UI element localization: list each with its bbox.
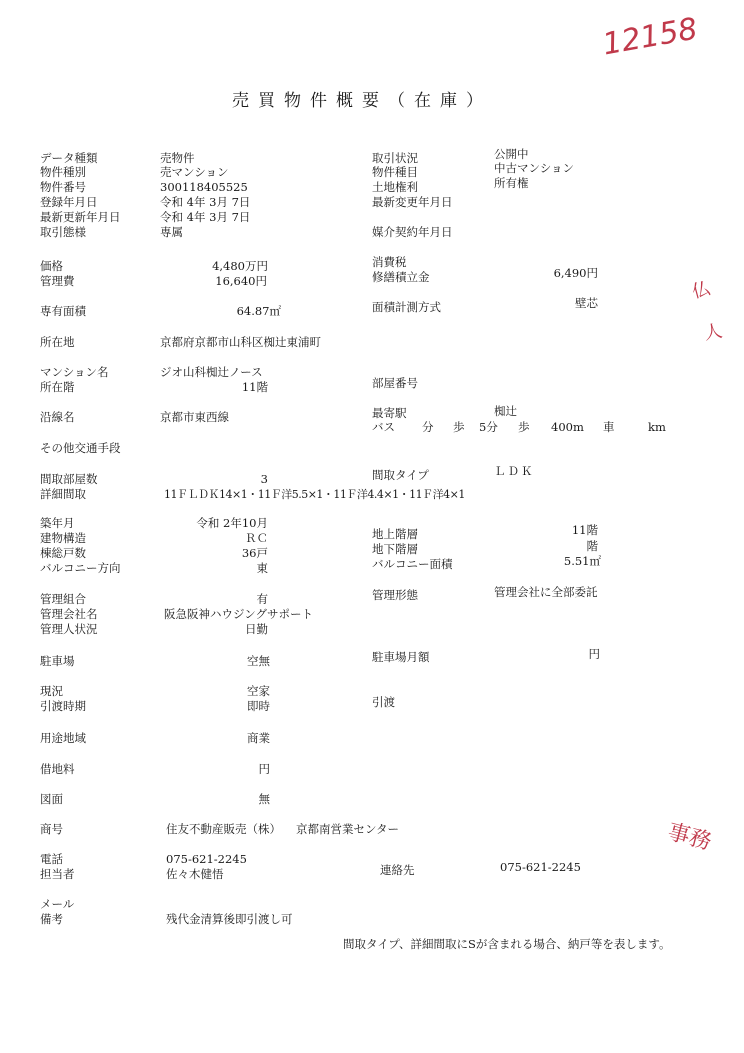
handwritten-note: 事務: [664, 819, 714, 856]
label-mail: メール: [40, 897, 75, 911]
value-handover: 即時: [247, 699, 270, 713]
value-structure: ＲＣ: [245, 531, 268, 545]
label-floors-above: 地上階層: [372, 527, 418, 541]
label-layout-type: 間取タイプ: [372, 468, 429, 482]
label-mgmt-fee: 管理費: [40, 274, 75, 288]
value-address: 京都府京都市山科区椥辻東浦町: [160, 335, 321, 349]
value-station: 椥辻: [494, 404, 517, 418]
label-address: 所在地: [40, 335, 75, 349]
label-item: 物件種目: [372, 165, 418, 179]
label-price: 価格: [40, 259, 63, 273]
handwritten-note: 仏: [689, 277, 713, 303]
label-updated: 最新更新年月日: [40, 210, 121, 224]
label-tax: 消費税: [372, 255, 407, 269]
value-company: 住友不動産販売（株）: [166, 822, 281, 836]
label-changed: 最新変更年月日: [372, 195, 453, 209]
value-zoning: 商業: [247, 731, 270, 745]
value-balcony-dir: 東: [256, 561, 268, 575]
value-drawing: 無: [258, 792, 270, 806]
access-car: 車: [603, 420, 615, 434]
value-union: 有: [256, 592, 268, 606]
label-property-no: 物件番号: [40, 180, 86, 194]
handwritten-note: 人: [702, 320, 724, 345]
access-walk2: 歩: [518, 420, 530, 434]
value-mgmt-fee: 16,640円: [215, 274, 267, 288]
value-item: 中古マンション: [494, 161, 574, 175]
value-parking-fee: 円: [588, 647, 600, 661]
value-price: 4,480万円: [212, 259, 268, 273]
label-parking: 駐車場: [40, 654, 75, 668]
label-staff: 担当者: [40, 867, 75, 881]
value-contact: 075-621-2245: [500, 860, 581, 874]
value-deal-mode: 専属: [160, 225, 183, 239]
label-area-method: 面積計測方式: [372, 300, 441, 314]
value-rooms: 3: [260, 472, 268, 486]
label-layout-detail: 詳細間取: [40, 487, 86, 501]
label-contact: 連絡先: [380, 863, 415, 877]
access-walk-min: 5分: [479, 420, 498, 434]
label-union: 管理組合: [40, 592, 86, 606]
label-deal-mode: 取引態様: [40, 225, 86, 239]
access-bus-min: 分: [422, 420, 434, 434]
label-land-rent: 借地料: [40, 762, 75, 776]
label-station: 最寄駅: [372, 406, 407, 420]
label-manager: 管理人状況: [40, 622, 98, 636]
label-repair: 修繕積立金: [372, 270, 430, 284]
value-parking: 空無: [247, 654, 270, 668]
access-walk: 歩: [453, 420, 465, 434]
value-floor: 11階: [241, 380, 268, 394]
value-property-no: 300118405525: [160, 180, 248, 194]
label-floors-below: 地下階層: [372, 542, 418, 556]
value-deal-status: 公開中: [494, 147, 529, 161]
label-balcony-area: バルコニー面積: [372, 557, 453, 571]
label-deal-status: 取引状況: [372, 151, 418, 165]
value-mgmt-company: 阪急阪神ハウジングサポート: [164, 607, 313, 621]
label-structure: 建物構造: [40, 531, 86, 545]
label-rooms: 間取部屋数: [40, 472, 98, 486]
value-staff: 佐々木健悟: [166, 867, 224, 881]
value-remarks: 残代金清算後即引渡し可: [166, 912, 293, 926]
value-layout-detail: 11ＦＬＤＫ14×1・11Ｆ洋5.5×1・11Ｆ洋4.4×1・11Ｆ洋4×1: [164, 488, 465, 501]
label-contract: 媒介契約年月日: [372, 225, 453, 239]
value-area: 64.87㎡: [236, 304, 281, 318]
value-balcony-area: 5.51㎡: [563, 554, 601, 568]
label-data-type: データ種類: [40, 151, 98, 165]
label-line: 沿線名: [40, 410, 75, 424]
access-distance: 400m: [551, 420, 584, 434]
handwritten-id: 12158: [600, 11, 701, 63]
value-manager: 日勤: [245, 622, 268, 636]
value-property-type: 売マンション: [160, 165, 229, 179]
label-drawing: 図面: [40, 792, 63, 806]
label-mansion: マンション名: [40, 365, 109, 379]
value-status: 空家: [247, 684, 270, 698]
label-floor: 所在階: [40, 380, 75, 394]
label-delivery: 引渡: [372, 695, 395, 709]
value-built: 令和 2年10月: [196, 516, 268, 530]
value-line: 京都市東西線: [160, 410, 229, 424]
label-mgmt-form: 管理形態: [372, 588, 418, 602]
access-km: km: [648, 420, 666, 434]
label-parking-fee: 駐車場月額: [372, 650, 430, 664]
value-floors-below: 階: [586, 539, 598, 553]
label-mgmt-company: 管理会社名: [40, 607, 98, 621]
value-land-rent: 円: [258, 762, 270, 776]
value-phone: 075-621-2245: [166, 852, 247, 866]
label-units: 棟総戸数: [40, 546, 86, 560]
label-other-transport: その他交通手段: [40, 441, 121, 455]
value-repair: 6,490円: [553, 266, 598, 280]
value-mansion: ジオ山科椥辻ノース: [160, 365, 263, 379]
label-property-type: 物件種別: [40, 165, 86, 179]
footnote: 間取タイプ、詳細間取にSが含まれる場合、納戸等を表します。: [343, 937, 671, 951]
label-company: 商号: [40, 822, 63, 836]
label-zoning: 用途地域: [40, 731, 86, 745]
label-room-no: 部屋番号: [372, 376, 418, 390]
value-units: 36戸: [241, 546, 268, 560]
label-registered: 登録年月日: [40, 195, 98, 209]
value-layout-type: ＬＤＫ: [494, 464, 535, 478]
value-mgmt-form: 管理会社に全部委託: [494, 585, 598, 599]
page-title: 売買物件概要（在庫）: [232, 91, 492, 111]
label-handover: 引渡時期: [40, 699, 86, 713]
label-remarks: 備考: [40, 912, 63, 926]
access-bus: バス: [372, 420, 395, 434]
label-land-right: 土地権利: [372, 180, 418, 194]
value-registered: 令和 4年 3月 7日: [160, 195, 251, 209]
label-balcony-dir: バルコニー方向: [40, 561, 121, 575]
label-phone: 電話: [40, 852, 63, 866]
value-area-method: 壁芯: [575, 296, 598, 310]
value-updated: 令和 4年 3月 7日: [160, 210, 251, 224]
label-area: 専有面積: [40, 304, 86, 318]
value-data-type: 売物件: [160, 151, 195, 165]
value-land-right: 所有権: [494, 176, 529, 190]
label-status: 現況: [40, 684, 63, 698]
value-branch: 京都南営業センター: [296, 822, 400, 836]
label-built: 築年月: [40, 516, 75, 530]
value-floors-above: 11階: [571, 523, 598, 537]
